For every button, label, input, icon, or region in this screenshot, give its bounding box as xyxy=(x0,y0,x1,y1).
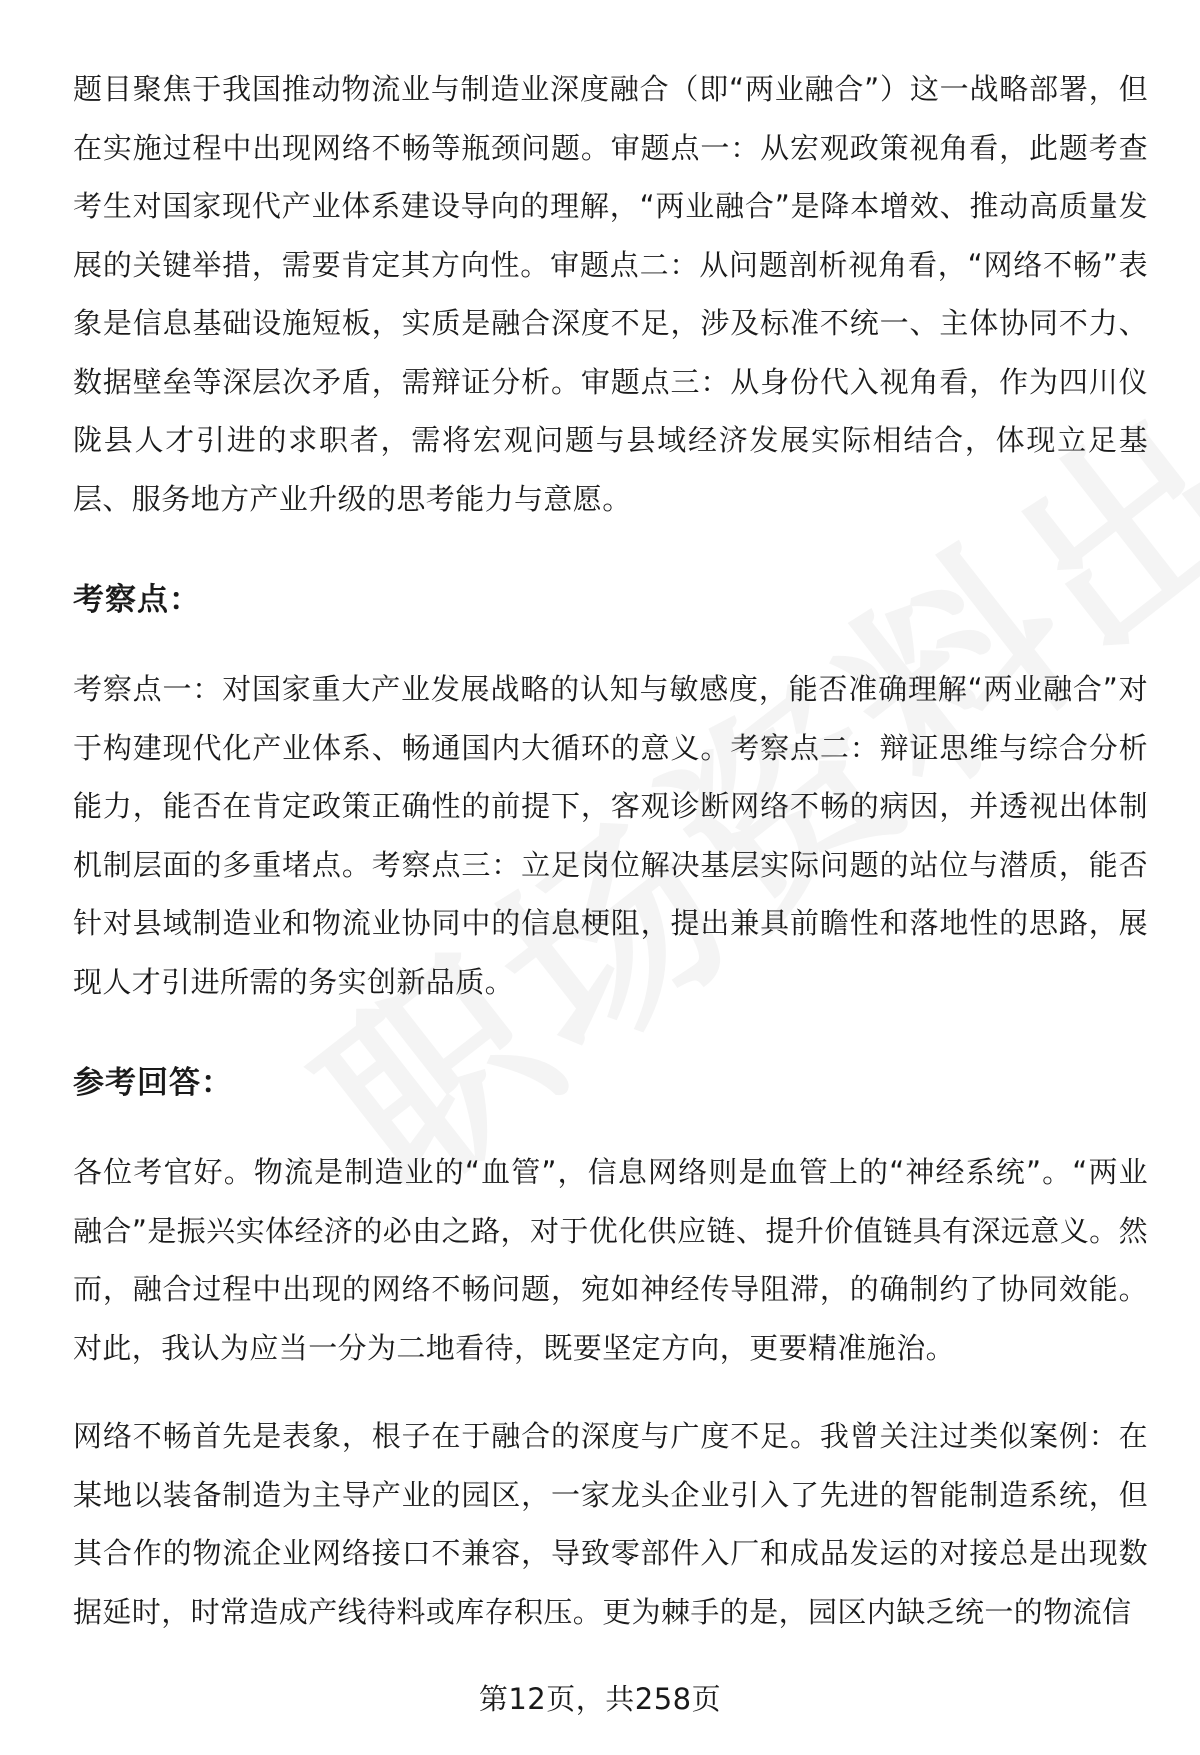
answer-heading: 参考回答： xyxy=(73,1065,233,1101)
intro-paragraph: 题目聚焦于我国推动物流业与制造业深度融合（即“两业融合”）这一战略部署，但在实施过程中出现网络不畅等瓶颈问题。审题点一：从宏观政策视角看，此题考查考生对国家现代产业体系建设导向的理解，“两业融合”是降本增效、推动高质量发展的关键举措，需要肯定其方向性。审题点二：从问题剖析视角看，“网络不畅”表象是信息基础设施短板，实质是融合深度不足，涉及标准不统一、主体协同不力、数据壁垒等深层次矛盾，需辩证分析。审题点三：从身份代入视角看，作为四川仪陇县人才引进的求职者，需将宏观问题与县域经济发展实际相结合，体现立足基层、服务地方产业升级的思考能力与意愿。 xyxy=(73,72,1148,516)
answer-paragraph-1: 各位考官好。物流是制造业的“血管”，信息网络则是血管上的“神经系统”。“两业融合”是振兴实体经济的必由之路，对于优化供应链、提升价值链具有深远意义。然而，融合过程中出现的网络不畅问题，宛如神经传导阻滞，的确制约了协同效能。对此，我认为应当一分为二地看待，既要坚定方向，更要精准施治。 xyxy=(73,1155,1148,1365)
page-number: 第12页，共258页 xyxy=(478,1682,722,1716)
kaocha-heading: 考察点： xyxy=(73,582,201,618)
document-page xyxy=(73,60,1148,1641)
answer-paragraph-2: 网络不畅首先是表象，根子在于融合的深度与广度不足。我曾关注过类似案例：在某地以装备制造为主导产业的园区，一家龙头企业引入了先进的智能制造系统，但其合作的物流企业网络接口不兼容，导致零部件入厂和成品发运的对接总是出现数据延时，时常造成产线待料或库存积压。更为棘手的是，园区内缺乏统一的物流信 xyxy=(73,1419,1148,1629)
kaocha-paragraph: 考察点一：对国家重大产业发展战略的认知与敏感度，能否准确理解“两业融合”对于构建现代化产业体系、畅通国内大循环的意义。考察点二：辩证思维与综合分析能力，能否在肯定政策正确性的前提下，客观诊断网络不畅的病因，并透视出体制机制层面的多重堵点。考察点三：立足岗位解决基层实际问题的站位与潜质，能否针对县域制造业和物流业协同中的信息梗阻，提出兼具前瞻性和落地性的思路，展现人才引进所需的务实创新品质。 xyxy=(73,672,1148,999)
